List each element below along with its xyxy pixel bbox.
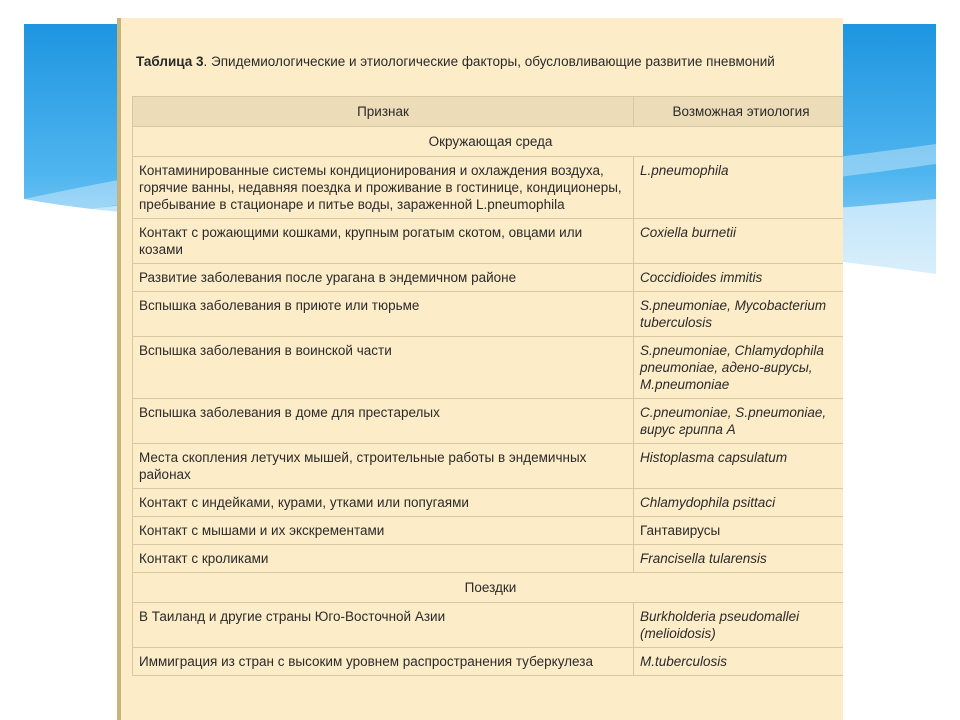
table-row bbox=[133, 545, 844, 573]
etiology-cell: C.pneumoniae, S.pneumoniae, вирус гриппа A bbox=[634, 399, 844, 444]
sign-cell: Развитие заболевания после урагана в эндемичном районе bbox=[133, 264, 634, 292]
etiology-cell: S.pneumoniae, Mycobacterium tuberculosis bbox=[634, 292, 844, 337]
table-row bbox=[133, 264, 844, 292]
section-environment: Окружающая среда bbox=[133, 127, 844, 157]
table-caption bbox=[136, 53, 816, 70]
sign-cell: Контакт с кроликами bbox=[133, 545, 634, 573]
etiology-cell: Histoplasma capsulatum bbox=[634, 444, 844, 489]
etiology-cell: Гантавирусы bbox=[634, 517, 844, 545]
sign-cell: В Таиланд и другие страны Юго-Восточной Азии bbox=[133, 603, 634, 648]
caption-text: . Эпидемиологические и этиологические факторы, обусловливающие развитие пневмоний bbox=[203, 54, 775, 69]
sign-cell: Контаминированные системы кондиционирования и охлаждения воздуха, горячие ванны, недавняя поездка и проживание в гостинице, кондиционеры, пребывание в стационаре и питье воды, зараженной L.pneumophila bbox=[133, 157, 634, 219]
etiology-cell: L.pneumophila bbox=[634, 157, 844, 219]
sign-cell: Вспышка заболевания в приюте или тюрьме bbox=[133, 292, 634, 337]
header-etiology: Возможная этиология bbox=[634, 97, 844, 127]
section-row bbox=[133, 127, 844, 157]
etiology-table bbox=[132, 96, 843, 676]
sign-cell: Контакт с рожающими кошками, крупным рогатым скотом, овцами или козами bbox=[133, 219, 634, 264]
etiology-cell: Burkholderia pseudomallei (melioidosis) bbox=[634, 603, 844, 648]
etiology-cell: S.pneumoniae, Chlamydophila pneumoniae, адено-вирусы, M.pneumoniae bbox=[634, 337, 844, 399]
caption-label: Таблица 3 bbox=[136, 54, 204, 69]
sign-cell: Вспышка заболевания в доме для престарелых bbox=[133, 399, 634, 444]
etiology-cell: Coxiella burnetii bbox=[634, 219, 844, 264]
etiology-cell: M.tuberculosis bbox=[634, 648, 844, 676]
table-document bbox=[117, 18, 843, 720]
table-row bbox=[133, 489, 844, 517]
sign-cell: Контакт с мышами и их экскрементами bbox=[133, 517, 634, 545]
table-row bbox=[133, 292, 844, 337]
header-sign: Признак bbox=[133, 97, 634, 127]
table-row bbox=[133, 157, 844, 219]
table-row bbox=[133, 399, 844, 444]
table-row bbox=[133, 648, 844, 676]
etiology-cell: Coccidioides immitis bbox=[634, 264, 844, 292]
table-header-row bbox=[133, 97, 844, 127]
table-row bbox=[133, 603, 844, 648]
sign-cell: Вспышка заболевания в воинской части bbox=[133, 337, 634, 399]
sign-cell: Иммиграция из стран с высоким уровнем распространения туберкулеза bbox=[133, 648, 634, 676]
etiology-cell: Chlamydophila psittaci bbox=[634, 489, 844, 517]
section-row bbox=[133, 573, 844, 603]
section-travel: Поездки bbox=[133, 573, 844, 603]
table-row bbox=[133, 517, 844, 545]
sign-cell: Контакт с индейками, курами, утками или попугаями bbox=[133, 489, 634, 517]
table-row bbox=[133, 337, 844, 399]
table-row bbox=[133, 444, 844, 489]
sign-cell: Места скопления летучих мышей, строительные работы в эндемичных районах bbox=[133, 444, 634, 489]
table-row bbox=[133, 219, 844, 264]
etiology-cell: Francisella tularensis bbox=[634, 545, 844, 573]
